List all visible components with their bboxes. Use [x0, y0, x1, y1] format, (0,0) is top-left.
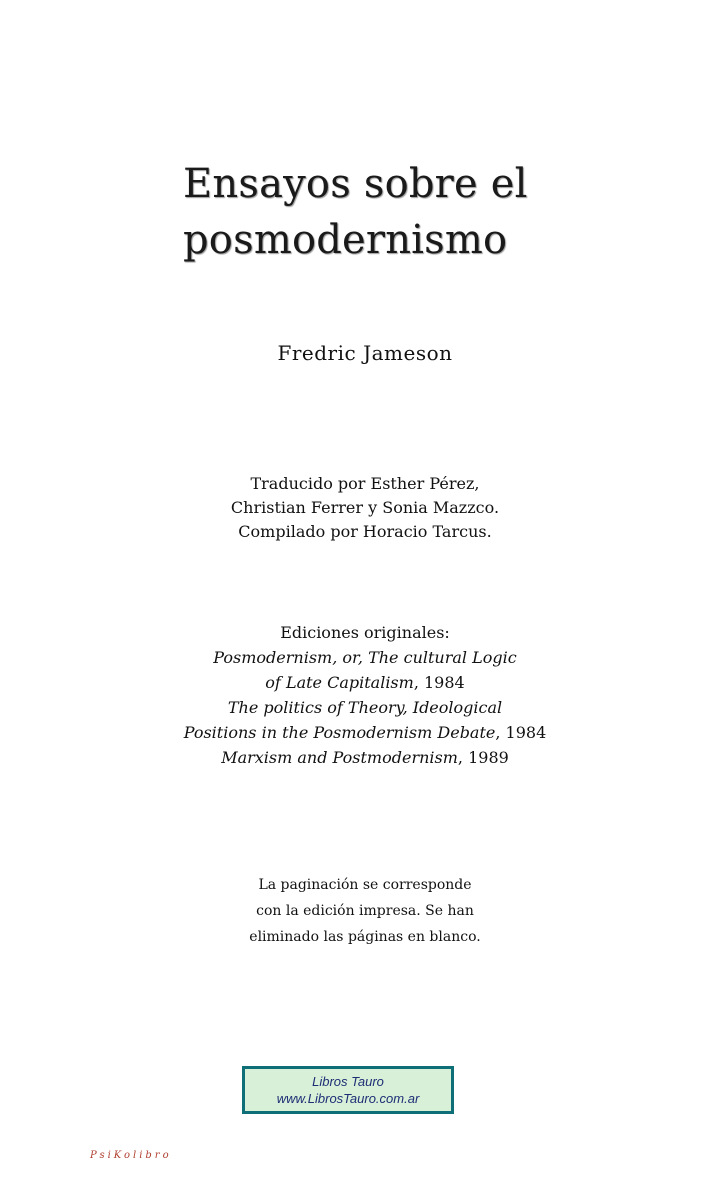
- edition-2-line-2: [150, 720, 580, 745]
- edition-2-line-1: [150, 695, 580, 720]
- edition-1-line-2: [150, 670, 580, 695]
- translation-credits: [180, 472, 550, 544]
- edition-1-title-part-1: Posmodernism, or, The cultural Logic: [213, 648, 517, 667]
- book-title: [183, 156, 603, 268]
- edition-1-title-part-2: of Late Capitalism: [265, 673, 414, 692]
- book-title-line-1: Ensayos sobre el: [183, 161, 528, 207]
- edition-2-title-part-2: Positions in the Posmodernism Debate: [183, 723, 496, 742]
- credits-line-2: Christian Ferrer y Sonia Mazzco.: [230, 498, 500, 517]
- credits-line-1: Traducido por Esther Pérez,: [250, 474, 480, 493]
- editions-heading: Ediciones originales:: [280, 623, 450, 642]
- edition-3-title: Marxism and Postmodernism: [221, 748, 458, 767]
- edition-1-line-1: [150, 645, 580, 670]
- author-name: Fredric Jameson: [277, 341, 453, 365]
- footer-watermark: PsiKolibro: [90, 1150, 172, 1161]
- pagination-note: [180, 872, 550, 950]
- original-editions: [150, 620, 580, 770]
- book-title-line-2: posmodernismo: [183, 217, 508, 263]
- edition-2-title-part-1: The politics of Theory, Ideological: [227, 698, 503, 717]
- note-line-3: eliminado las páginas en blanco.: [249, 929, 481, 945]
- edition-2-year: , 1984: [495, 723, 547, 742]
- credits-line-3: Compilado por Horacio Tarcus.: [238, 522, 492, 541]
- note-line-1: La paginación se corresponde: [258, 877, 472, 893]
- edition-1-year: , 1984: [413, 673, 465, 692]
- publisher-promo-box: [242, 1066, 454, 1114]
- promo-name: Libros Tauro: [312, 1074, 384, 1089]
- edition-3-year: , 1989: [457, 748, 509, 767]
- edition-3-line-1: [150, 745, 580, 770]
- note-line-2: con la edición impresa. Se han: [256, 903, 474, 919]
- promo-url[interactable]: www.LibrosTauro.com.ar: [276, 1091, 420, 1106]
